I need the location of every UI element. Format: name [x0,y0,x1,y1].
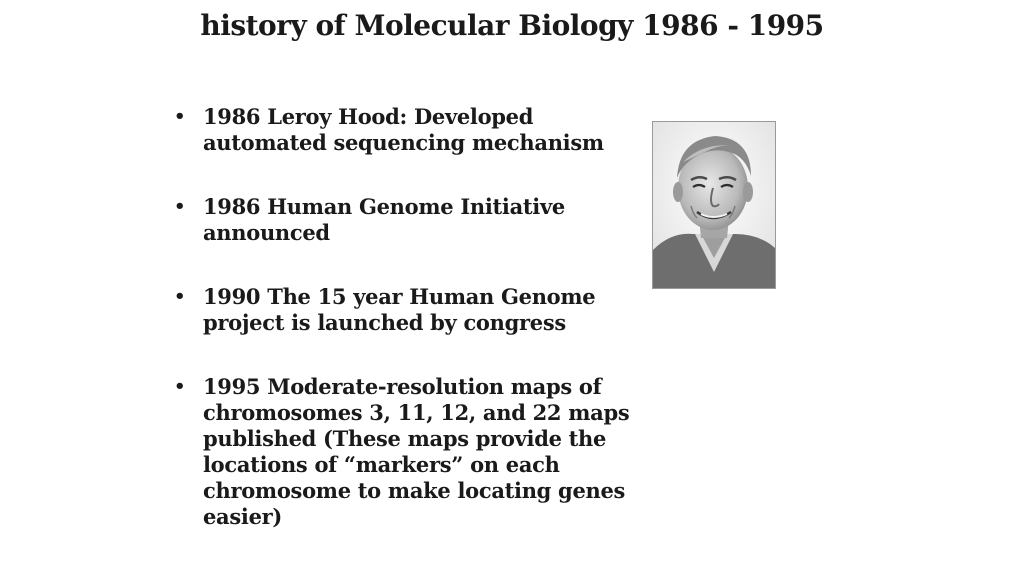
bullet-text: 1986 Leroy Hood: Developed automated sequencing mechanism [203,104,604,155]
bullet-text: 1990 The 15 year Human Genome project is launched by congress [203,284,596,335]
portrait-photo [652,121,776,289]
bullet-dot-icon: • [174,286,186,307]
bullet-dot-icon: • [174,376,186,397]
bullet-item [172,194,632,246]
bullet-text: 1995 Moderate-resolution maps of chromosomes 3, 11, 12, and 22 maps published (These maps provide the locations of “markers” on each chromosome to make locating genes easier) [203,374,630,529]
slide-title: history of Molecular Biology 1986 - 1995 [200,9,824,42]
portrait-illustration [653,122,775,288]
bullet-item [172,104,632,156]
bullet-dot-icon: • [174,196,186,217]
bullet-text: 1986 Human Genome Initiative announced [203,194,565,245]
bullet-item [172,374,632,530]
bullet-list [172,104,632,530]
bullet-dot-icon: • [174,106,186,127]
bullet-item [172,284,632,336]
